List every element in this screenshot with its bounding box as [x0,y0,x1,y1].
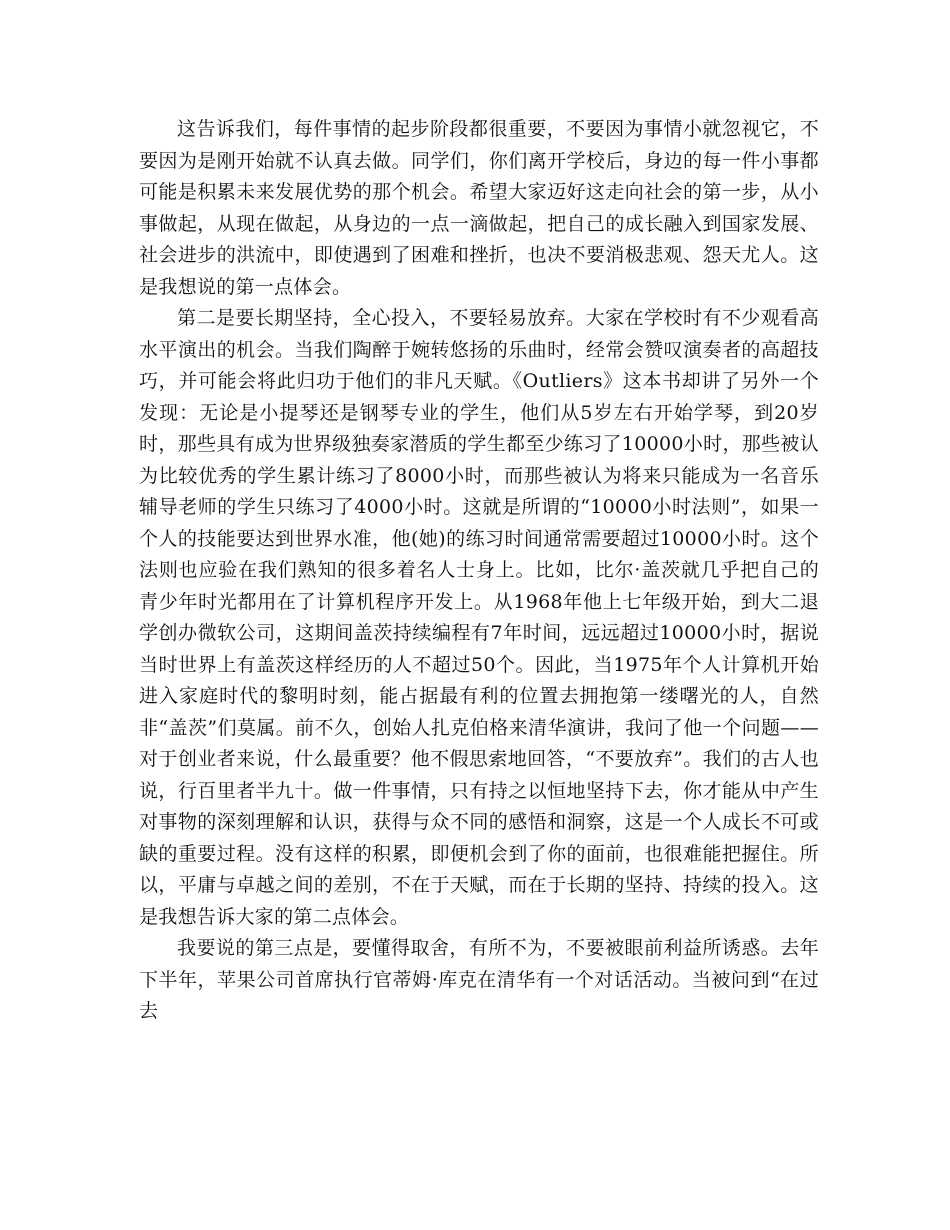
paragraph-first-point-conclusion: 这告诉我们，每件事情的起步阶段都很重要，不要因为事情小就忽视它，不要因为是刚开始就不认真去做。同学们，你们离开学校后，身边的每一件小事都可能是积累未来发展优势的那个机会。希望大家迈好这走向社会的第一步，从小事做起，从现在做起，从身边的一点一滴做起，把自己的成长融入到国家发展、社会进步的洪流中，即使遇到了困难和挫折，也决不要消极悲观、怨天尤人。这是我想说的第一点体会。 [139,118,819,298]
paragraph-second-point: 第二是要长期坚持，全心投入，不要轻易放弃。大家在学校时有不少观看高水平演出的机会。当我们陶醉于婉转悠扬的乐曲时，经常会赞叹演奏者的高超技巧，并可能会将此归功于他们的非凡天赋。《Outliers》这本书却讲了另外一个发现：无论是小提琴还是钢琴专业的学生，他们从5岁左右开始学琴，到20岁时，那些具有成为世界级独奏家潜质的学生都至少练习了10000小时，那些被认为比较优秀的学生累计练习了8000小时，而那些被认为将来只能成为一名音乐辅导老师的学生只练习了4000小时。这就是所谓的“10000小时法则”，如果一个人的技能要达到世界水准，他(她)的练习时间通常需要超过10000小时。这个法则也应验在我们熟知的很多着名人士身上。比如，比尔·盖茨就几乎把自己的青少年时光都用在了计算机程序开发上。从1968年他上七年级开始，到大二退学创办微软公司，这期间盖茨持续编程有7年时间，远远超过10000小时，据说当时世界上有盖茨这样经历的人不超过50个。因此，当1975年个人计算机开始进入家庭时代的黎明时刻，能占据最有利的位置去拥抱第一缕曙光的人，自然非“盖茨”们莫属。前不久，创始人扎克伯格来清华演讲，我问了他一个问题——对于创业者来说，什么最重要？他不假思索地回答，“不要放弃”。我们的古人也说，行百里者半九十。做一件事情，只有持之以恒地坚持下去，你才能从中产生对事物的深刻理解和认识，获得与众不同的感悟和洞察，这是一个人成长不可或缺的重要过程。没有这样的积累，即便机会到了你的面前，也很难能把握住。所以，平庸与卓越之间的差别，不在于天赋，而在于长期的坚持、持续的投入。这是我想告诉大家的第二点体会。 [139,307,819,928]
paragraph-third-point: 我要说的第三点是，要懂得取舍，有所不为，不要被眼前利益所诱惑。去年下半年，苹果公司首席执行官蒂姆·库克在清华有一个对话活动。当被问到“在过去 [139,937,819,1022]
document-body [139,114,819,1028]
